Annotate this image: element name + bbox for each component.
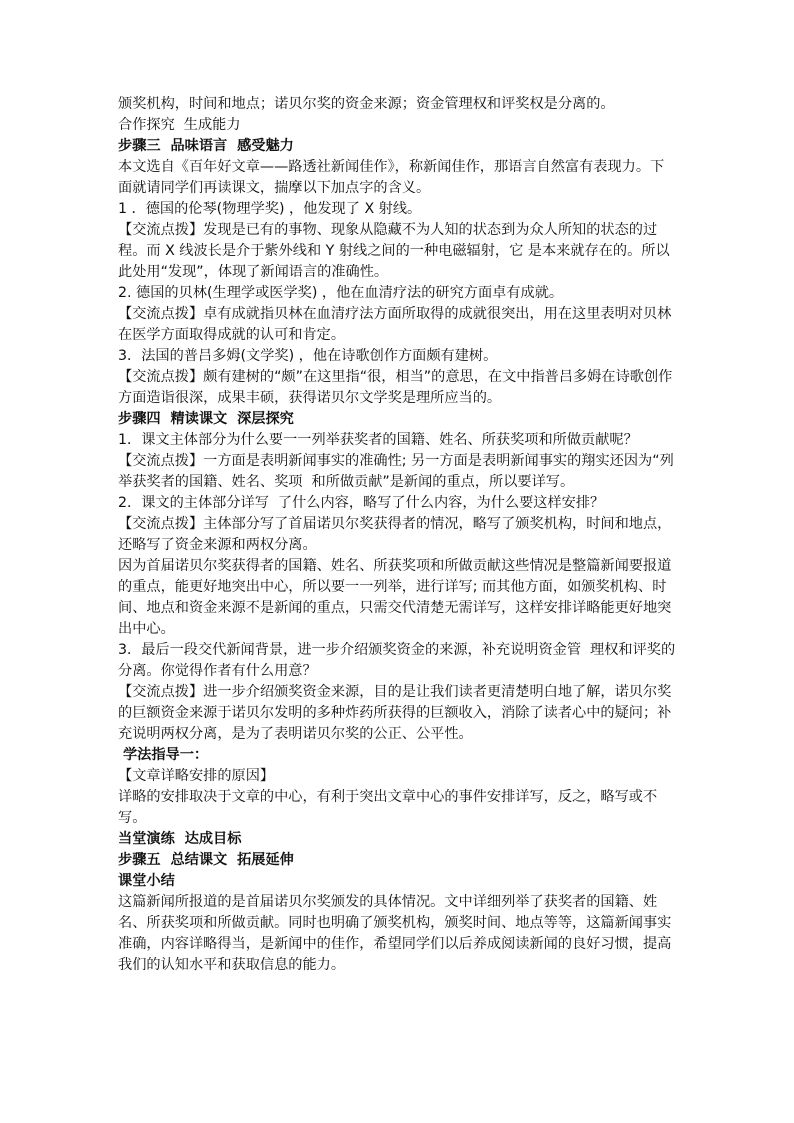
answer-5-explanation: 因为首届诺贝尔奖获得者的国籍、姓名、所获奖项和所做贡献这些情况是整篇新闻要报道的重点，能更好地突出中心，所以要一一列举，进行详写; 而其他方面，如颁奖机构、时间、地点和资金来源不是新闻的重点，只需交代清楚无需详写，这样安排详略能更好地突出中心。 [118,558,672,637]
answer-3: 【交流点拨】颇有建树的“颇”在这里指“很，相当”的意思，在文中指普吕多姆在诗歌创作方面造诣很深，成果丰硕，获得诺贝尔文学奖是理所应当的。 [118,369,673,406]
document-body [118,94,678,976]
question-1: 1 ．德国的伦琴(物理学奖) ，他发现了 X 射线。 [118,201,422,217]
heading-step-5: 步骤五 总结课文 拓展延伸 [118,852,294,868]
question-5: 2．课文的主体部分详写 了什么内容，略写了什么内容，为什么要这样安排？ [118,495,605,511]
question-2: 2. 德国的贝林(生理学或医学奖) ，他在血清疗法的研究方面卓有成就。 [118,285,564,301]
heading-summary: 课堂小结 [118,873,175,889]
summary-text: 这篇新闻所报道的是首届诺贝尔奖颁发的具体情况。文中详细列举了获奖者的国籍、姓 名、所获奖项和所做贡献。同时也明确了颁奖机构，颁奖时间、地点等等，这篇新闻事实准确，内容详略得当，是新闻中的佳作，希望同学们以后养成阅读新闻的良好习惯，提高我们的认知水平和获取信息的能力。 [118,894,672,973]
question-3: 3．法国的普吕多姆(文学奖) ，他在诗歌创作方面颇有建树。 [118,348,498,364]
heading-method-guide: 学法指导一： [118,747,209,763]
question-6: 3．最后一段交代新闻背景，进一步介绍颁奖资金的来源，补充说明资金管 理权和评奖的分离。你觉得作者有什么用意？ [118,642,676,679]
paragraph-2: 合作探究 生成能力 [118,117,241,133]
heading-practice: 当堂演练 达成目标 [118,831,242,847]
paragraph-3: 本文选自《百年好文章——路透社新闻佳作》，称新闻佳作，那语言自然富有表现力。下面就请同学们再读课文，揣摩以下加点字的含义。 [118,159,665,196]
answer-6: 【交流点拨】进一步介绍颁奖资金来源，目的是让我们读者更清楚明白地了解，诺贝尔奖的巨额资金来源于诺贝尔发明的多种炸药所获得的巨额收入，消除了读者心中的疑问；补充说明两权分离，是为了表明诺贝尔奖的公正、公平性。 [118,684,672,742]
method-title: 【文章详略安排的原因】 [118,768,275,784]
question-4: 1．课文主体部分为什么要一一列举获奖者的国籍、姓名、所获奖项和所做贡献呢？ [118,432,638,448]
answer-2: 【交流点拨】卓有成就指贝林在血清疗法方面所取得的成就很突出，用在这里表明对贝林在医学方面取得成就的认可和肯定。 [118,306,672,343]
answer-4: 【交流点拨】一方面是表明新闻事实的准确性; 另一方面是表明新闻事实的翔实还因为“列举获奖者的国籍、姓名、奖项 和所做贡献”是新闻的重点，所以要详写。 [118,453,674,490]
heading-step-3: 步骤三 品味语言 感受魅力 [118,138,294,154]
answer-1: 【交流点拨】发现是已有的事物、现象从隐藏不为人知的状态到为众人所知的状态的过程。而 X 线波长是介于紫外线和 Y 射线之间的一种电磁辐射，它 是本来就存在的。所以此处用“发现”，体现了新闻语言的准确性。 [118,222,670,280]
answer-5: 【交流点拨】主体部分写了首届诺贝尔奖获得者的情况，略写了颁奖机构，时间和地点，还略写了资金来源和两权分离。 [118,516,672,553]
paragraph-1: 颁奖机构，时间和地点；诺贝尔奖的资金来源；资金管理权和评奖权是分离的。 [118,96,615,112]
heading-step-4: 步骤四 精读课文 深层探究 [118,411,294,427]
method-text: 详略的安排取决于文章的中心，有利于突出文章中心的事件安排详写，反之，略写或不写。 [118,789,658,826]
